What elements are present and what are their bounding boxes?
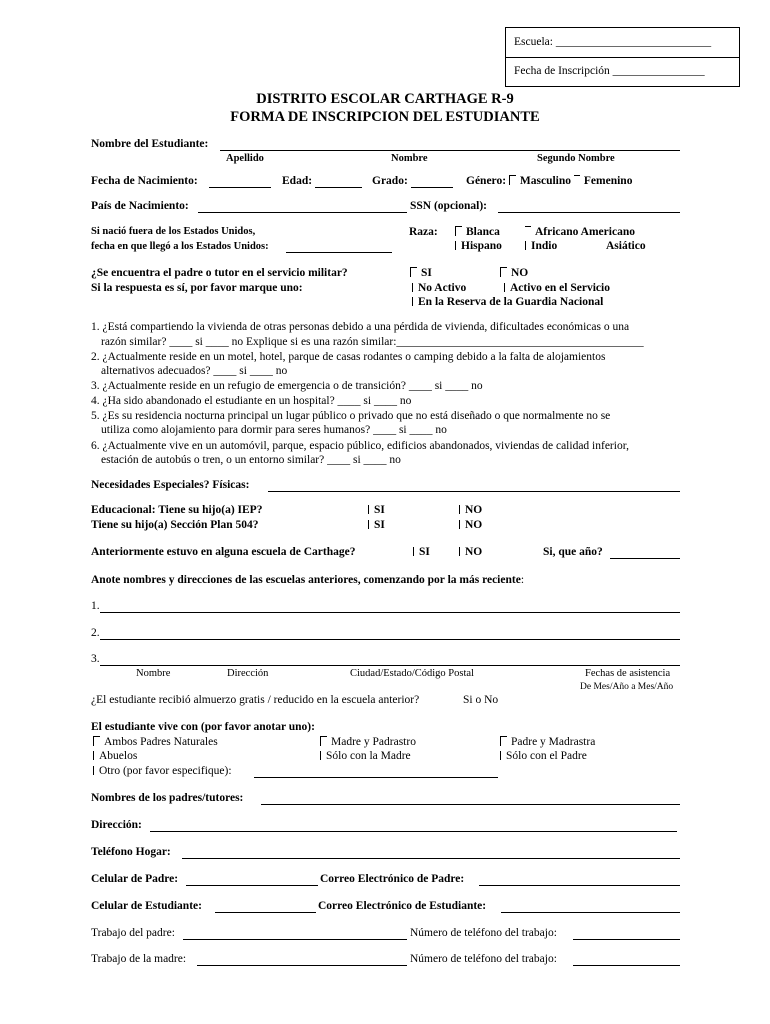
nacio-fuera-label: Si nació fuera de los Estados Unidos, [91, 226, 256, 237]
necesidades-line[interactable] [268, 491, 680, 492]
trabajo-madre-label: Trabajo de la madre: [91, 953, 187, 965]
anterior-no-label: NO [465, 546, 483, 558]
edad-label: Edad: [282, 175, 313, 187]
plan504-no-option [459, 519, 482, 531]
cel-estudiante-label: Celular de Estudiante: [91, 900, 202, 912]
question-1-line2: razón similar? ____ si ____ no Explique si es una razón similar:___________________________________________ [101, 336, 644, 348]
iep-si-option [368, 504, 385, 516]
almuerzo-si-o-no[interactable]: Si o No [463, 694, 499, 706]
africano-label: Africano Americano [535, 226, 635, 238]
raza-label: Raza: [409, 226, 438, 238]
activo-option [504, 282, 610, 294]
fecha-inscripcion-field[interactable]: Fecha de Inscripción ________________ [514, 65, 705, 77]
otro-line[interactable] [254, 777, 498, 778]
necesidades-label: Necesidades Especiales? Físicas: [91, 479, 250, 491]
num-trabajo-padre-line[interactable] [573, 939, 680, 940]
escuela-1-number: 1. [91, 600, 100, 612]
pais-nacimiento-line[interactable] [198, 212, 407, 213]
padres-line[interactable] [261, 804, 680, 805]
africano-option [525, 226, 635, 238]
fecha-nacimiento-line[interactable] [209, 187, 271, 188]
question-6-line1: 6. ¿Actualmente vive en un automóvil, parque, espacio público, edificios abandonados, viviendas de calidad inferior, [91, 440, 629, 452]
cel-padre-label: Celular de Padre: [91, 873, 179, 885]
femenino-checkbox[interactable] [574, 175, 580, 185]
ssn-line[interactable] [498, 212, 680, 213]
escuela-1-line[interactable] [100, 612, 680, 613]
escuela-2-line[interactable] [100, 639, 680, 640]
cel-estudiante-line[interactable] [215, 912, 316, 913]
militar-no-option [500, 267, 528, 279]
plan504-si-option [368, 519, 385, 531]
no-activo-label: No Activo [418, 282, 467, 294]
madre-padrastro-label: Madre y Padrastro [331, 736, 416, 748]
escuela-2-number: 2. [91, 627, 100, 639]
num-trabajo-madre-line[interactable] [573, 965, 680, 966]
plan504-si-checkbox[interactable] [368, 520, 370, 529]
trabajo-padre-line[interactable] [183, 939, 407, 940]
solo-madre-option [320, 750, 411, 762]
col-direccion: Dirección [227, 668, 269, 679]
num-trabajo-madre-label: Número de teléfono del trabajo: [410, 953, 557, 965]
militar-no-label: NO [511, 267, 529, 279]
district-title: DISTRITO ESCOLAR CARTHAGE R-9 [256, 91, 514, 107]
plan504-no-label: NO [465, 519, 483, 531]
question-6-line2: estación de autobús o tren, o un entorno similar? ____ si ____ no [101, 454, 401, 466]
grado-label: Grado: [372, 175, 408, 187]
solo-madre-checkbox[interactable] [320, 751, 322, 760]
solo-padre-checkbox[interactable] [500, 751, 502, 760]
escuela-3-number: 3. [91, 653, 100, 665]
abuelos-checkbox[interactable] [93, 751, 95, 760]
segundo-nombre-caption: Segundo Nombre [537, 153, 615, 164]
anterior-si-option [413, 546, 430, 558]
plan504-si-label: SI [374, 519, 385, 531]
blanca-label: Blanca [466, 226, 500, 238]
genero-label [466, 175, 632, 187]
padre-madrastra-option [500, 736, 595, 748]
iep-no-checkbox[interactable] [459, 505, 461, 514]
solo-padre-label: Sólo con el Padre [506, 750, 587, 762]
fecha-nacimiento-label: Fecha de Nacimiento: [91, 175, 198, 187]
femenino-label: Femenino [583, 175, 633, 187]
trabajo-padre-label: Trabajo del padre: [91, 927, 175, 939]
solo-padre-option [500, 750, 587, 762]
militar-marque-uno: Si la respuesta es sí, por favor marque uno: [91, 282, 303, 294]
no-activo-option [412, 282, 466, 294]
question-2-line2: alternativos adecuados? ____ si ____ no [101, 365, 288, 377]
solo-madre-label: Sólo con la Madre [326, 750, 411, 762]
escuelas-anteriores-heading [91, 574, 524, 586]
correo-padre-label: Correo Electrónico de Padre: [320, 873, 465, 885]
anterior-si-checkbox[interactable] [413, 547, 415, 556]
plan504-no-checkbox[interactable] [459, 520, 461, 529]
madre-padrastro-option [320, 736, 416, 748]
direccion-label: Dirección: [91, 819, 142, 831]
abuelos-option [93, 750, 137, 762]
reserva-option [412, 296, 603, 308]
indio-option [525, 240, 557, 252]
genero-text: Género: [466, 175, 507, 187]
nombre-estudiante-label: Nombre del Estudiante: [91, 138, 209, 150]
blanca-option [455, 226, 500, 238]
apellido-caption: Apellido [226, 153, 264, 164]
hispano-label: Hispano [461, 240, 502, 252]
si-ano-label: Si, que año? [543, 546, 603, 558]
plan504-label: Tiene su hijo(a) Sección Plan 504? [91, 519, 259, 531]
ambos-padres-checkbox[interactable] [93, 736, 100, 746]
escuela-3-line[interactable] [100, 665, 680, 666]
reserva-label: En la Reserva de la Guardia Nacional [418, 296, 604, 308]
hispano-checkbox[interactable] [455, 241, 457, 250]
si-ano-line[interactable] [610, 558, 680, 559]
question-1-line1: 1. ¿Está compartiendo la vivienda de otras personas debido a una pérdida de vivienda, dificultades económicas o una [91, 321, 630, 333]
almuerzo-question: ¿El estudiante recibió almuerzo gratis / reducido en la escuela anterior? [91, 694, 420, 706]
grado-line[interactable] [411, 187, 453, 188]
col-nombre: Nombre [136, 668, 171, 679]
col-fechas: Fechas de asistencia [585, 668, 671, 679]
correo-padre-line[interactable] [479, 885, 680, 886]
fecha-llegada-line[interactable] [286, 252, 392, 253]
otro-label: Otro (por favor especifique): [99, 765, 232, 777]
militar-si-option [410, 267, 432, 279]
otro-option [93, 765, 232, 777]
africano-checkbox[interactable] [525, 226, 531, 236]
indio-label: Indio [531, 240, 558, 252]
question-5-line1: 5. ¿Es su residencia nocturna principal un lugar público o privado que no está diseñado o que normalmente no se [91, 410, 611, 422]
edad-line[interactable] [315, 187, 362, 188]
militar-no-checkbox[interactable] [500, 267, 507, 277]
padres-label: Nombres de los padres/tutores: [91, 792, 244, 804]
direccion-line[interactable] [150, 831, 677, 832]
iep-label: Educacional: Tiene su hijo(a) IEP? [91, 504, 263, 516]
question-2-line1: 2. ¿Actualmente reside en un motel, hotel, parque de casas rodantes o camping debido a la falta de alojamientos [91, 351, 606, 363]
question-3: 3. ¿Actualmente reside en un refugio de emergencia o de transición? ____ si ____ no [91, 380, 483, 392]
madre-padrastro-checkbox[interactable] [320, 736, 327, 746]
correo-estudiante-label: Correo Electrónico de Estudiante: [318, 900, 487, 912]
anterior-no-checkbox[interactable] [459, 547, 461, 556]
escuelas-heading-text: Anote nombres y direcciones de las escuelas anteriores, comenzando por la más reciente [91, 574, 521, 586]
escuela-field[interactable]: Escuela: ___________________________ [514, 36, 712, 48]
telefono-line[interactable] [182, 858, 680, 859]
militar-question: ¿Se encuentra el padre o tutor en el servicio militar? [91, 267, 348, 279]
reserva-checkbox[interactable] [412, 297, 414, 306]
padre-madrastra-checkbox[interactable] [500, 736, 507, 746]
anterior-si-label: SI [419, 546, 430, 558]
militar-si-label: SI [421, 267, 432, 279]
asiatico-label: Asiático [606, 240, 646, 252]
cel-padre-line[interactable] [186, 885, 318, 886]
vive-con-heading: El estudiante vive con (por favor anotar uno): [91, 721, 315, 733]
otro-checkbox[interactable] [93, 766, 95, 775]
nombre-estudiante-line[interactable] [220, 150, 680, 151]
padre-madrastra-label: Padre y Madrastra [511, 736, 596, 748]
iep-si-label: SI [374, 504, 385, 516]
pais-nacimiento-label: País de Nacimiento: [91, 200, 189, 212]
iep-si-checkbox[interactable] [368, 505, 370, 514]
blanca-checkbox[interactable] [455, 226, 462, 236]
activo-label: Activo en el Servicio [510, 282, 610, 294]
ambos-padres-option [93, 736, 218, 748]
hispano-option [455, 240, 502, 252]
telefono-label: Teléfono Hogar: [91, 846, 171, 858]
masculino-label: Masculino [519, 175, 572, 187]
col-ciudad: Ciudad/Estado/Código Postal [350, 668, 474, 679]
iep-no-label: NO [465, 504, 483, 516]
fecha-llegada-label: fecha en que llegó a los Estados Unidos: [91, 241, 269, 252]
col-fechas-format: De Mes/Año a Mes/Año [580, 682, 674, 692]
iep-no-option [459, 504, 482, 516]
militar-si-checkbox[interactable] [410, 267, 417, 277]
trabajo-madre-line[interactable] [197, 965, 407, 966]
masculino-checkbox[interactable] [509, 175, 516, 185]
anterior-no-option [459, 546, 482, 558]
activo-checkbox[interactable] [504, 283, 506, 292]
indio-checkbox[interactable] [525, 241, 527, 250]
question-5-line2: utiliza como alojamiento para dormir para seres humanos? ____ si ____ no [101, 424, 447, 436]
question-4: 4. ¿Ha sido abandonado el estudiante en un hospital? ____ si ____ no [91, 395, 412, 407]
correo-estudiante-line[interactable] [501, 912, 680, 913]
escuelas-heading-colon: : [520, 574, 525, 586]
anterior-carthage-label: Anteriormente estuvo en alguna escuela de Carthage? [91, 546, 356, 558]
ambos-padres-label: Ambos Padres Naturales [104, 736, 218, 748]
num-trabajo-padre-label: Número de teléfono del trabajo: [410, 927, 557, 939]
form-title: FORMA DE INSCRIPCION DEL ESTUDIANTE [230, 109, 540, 125]
no-activo-checkbox[interactable] [412, 283, 414, 292]
nombre-caption: Nombre [391, 153, 428, 164]
ssn-label: SSN (opcional): [410, 200, 487, 212]
abuelos-label: Abuelos [99, 750, 138, 762]
